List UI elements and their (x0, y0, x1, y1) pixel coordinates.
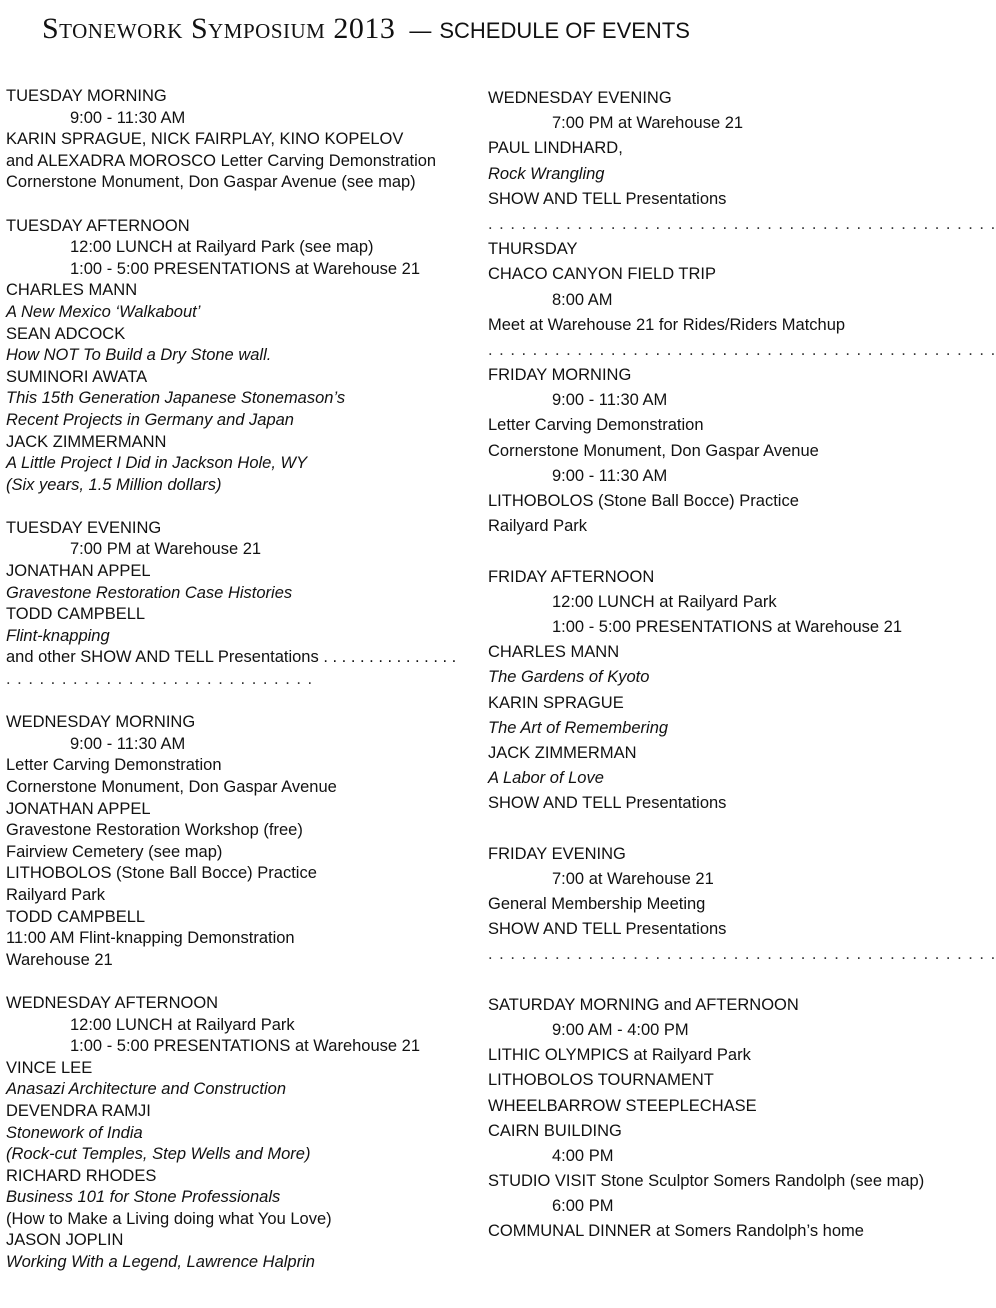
schedule-column-right (488, 86, 996, 1245)
schedule-line: STUDIO VISIT Stone Sculptor Somers Randolph (see map) (488, 1172, 925, 1191)
schedule-line: TODD CAMPBELL (6, 907, 146, 926)
schedule-line: LITHOBOLOS TOURNAMENT (488, 1071, 714, 1090)
day-heading: TUESDAY MORNING (6, 87, 167, 105)
page-title (42, 12, 690, 46)
dotted-divider: . . . . . . . . . . . . . . . . . . . . . . . . . . . . . . . . . . . . . . . . . . . . . . (488, 945, 996, 964)
schedule-line: JACK ZIMMERMAN (488, 743, 637, 762)
day-heading: SATURDAY MORNING and AFTERNOON (488, 995, 799, 1014)
talk-title: (Rock-cut Temples, Step Wells and More) (6, 1145, 311, 1164)
talk-title: The Art of Remembering (488, 718, 669, 737)
schedule-line: Cornerstone Monument, Don Gaspar Avenue (488, 441, 819, 460)
talk-title: Gravestone Restoration Case Histories (6, 583, 293, 602)
schedule-line: SHOW AND TELL Presentations (488, 920, 727, 939)
schedule-line: CAIRN BUILDING (488, 1121, 622, 1140)
time-line: 12:00 LUNCH at Railyard Park (552, 592, 777, 611)
talk-title: A Little Project I Did in Jackson Hole, WY (6, 454, 308, 473)
day-heading: FRIDAY EVENING (488, 844, 626, 863)
schedule-line: CHARLES MANN (6, 281, 138, 300)
spacer (6, 971, 486, 993)
schedule-line: CHARLES MANN (488, 643, 620, 662)
schedule-line: Letter Carving Demonstration (488, 416, 704, 435)
dotted-divider: . . . . . . . . . . . . . . . . . . . . . . . . . . . . . . . . . . . . . . . . . . . . . . (488, 214, 996, 233)
dotted-divider: . . . . . . . . . . . . . . . . . . . . . . . . . . . . . . . . . . . . . . . . . . . . . . (488, 340, 996, 359)
spacer (488, 539, 943, 564)
spacer (6, 496, 486, 518)
time-line: 1:00 - 5:00 PRESENTATIONS at Warehouse 21 (70, 1037, 421, 1056)
schedule-line: CHACO CANYON FIELD TRIP (488, 265, 716, 284)
schedule-line: 11:00 AM Flint-knapping Demonstration (6, 929, 295, 948)
schedule-line: JASON JOPLIN (6, 1231, 124, 1250)
schedule-line: KARIN SPRAGUE (488, 693, 624, 712)
time-line: 9:00 - 11:30 AM (70, 108, 186, 127)
day-heading: WEDNESDAY EVENING (488, 89, 672, 107)
talk-title: Flint-knapping (6, 626, 110, 645)
talk-title: The Gardens of Kyoto (488, 668, 650, 687)
schedule-line: Gravestone Restoration Workshop (free) (6, 821, 303, 840)
schedule-line: LITHIC OLYMPICS at Railyard Park (488, 1046, 751, 1065)
schedule-line: DEVENDRA RAMJI (6, 1101, 151, 1120)
schedule-line: Meet at Warehouse 21 for Rides/Riders Matchup (488, 315, 846, 334)
schedule-line: Cornerstone Monument, Don Gaspar Avenue (6, 778, 337, 796)
talk-title: How NOT To Build a Dry Stone wall. (6, 346, 272, 365)
day-heading: THURSDAY (488, 240, 578, 259)
schedule-line: General Membership Meeting (488, 895, 706, 913)
time-line: 9:00 AM - 4:00 PM (552, 1020, 689, 1039)
talk-title: Anasazi Architecture and Construction (6, 1080, 287, 1099)
schedule-column-left (6, 86, 486, 1274)
schedule-line: WHEELBARROW STEEPLECHASE (488, 1096, 757, 1115)
time-line: 8:00 AM (552, 290, 613, 309)
schedule-line: and ALEXADRA MOROSCO Letter Carving Demonstration (6, 151, 437, 170)
spacer (488, 968, 943, 993)
day-heading: FRIDAY MORNING (488, 366, 632, 385)
time-line: 1:00 - 5:00 PRESENTATIONS at Warehouse 21 (552, 617, 903, 636)
title-subtitle: SCHEDULE OF EVENTS (439, 18, 690, 43)
schedule-line: SUMINORI AWATA (6, 367, 148, 386)
schedule-line: JONATHAN APPEL (6, 562, 151, 581)
time-line: 7:00 PM at Warehouse 21 (70, 540, 262, 559)
talk-title: A New Mexico ‘Walkabout’ (6, 302, 201, 321)
time-line: 12:00 LUNCH at Railyard Park (see map) (70, 238, 374, 257)
schedule-line: VINCE LEE (6, 1058, 93, 1077)
time-line: 1:00 - 5:00 PRESENTATIONS at Warehouse 21 (70, 259, 421, 278)
talk-title: Business 101 for Stone Professionals (6, 1188, 281, 1207)
time-line: 9:00 - 11:30 AM (552, 391, 668, 410)
time-line: 12:00 LUNCH at Railyard Park (70, 1015, 295, 1034)
schedule-line: Warehouse 21 (6, 950, 113, 969)
time-line: 7:00 at Warehouse 21 (552, 869, 714, 888)
talk-title: Stonework of India (6, 1123, 143, 1142)
schedule-line: LITHOBOLOS (Stone Ball Bocce) Practice (6, 864, 317, 883)
talk-title: Working With a Legend, Lawrence Halprin (6, 1253, 315, 1272)
time-line: 9:00 - 11:30 AM (70, 734, 186, 753)
time-line: 6:00 PM (552, 1197, 614, 1216)
spacer (6, 691, 486, 713)
spacer (488, 816, 943, 841)
title-main: Stonework Symposium 2013 (42, 12, 396, 45)
schedule-line: Fairview Cemetery (see map) (6, 842, 223, 861)
title-dash: — (409, 18, 432, 43)
talk-title: This 15th Generation Japanese Stonemason’s (6, 389, 346, 408)
schedule-line: SHOW AND TELL Presentations (488, 189, 727, 208)
schedule-line: COMMUNAL DINNER at Somers Randolph’s home (488, 1222, 864, 1241)
schedule-line: Railyard Park (6, 885, 106, 904)
talk-title: Rock Wrangling (488, 164, 605, 183)
spacer (6, 194, 486, 216)
time-line: 9:00 - 11:30 AM (552, 466, 668, 485)
schedule-line: SHOW AND TELL Presentations (488, 794, 727, 813)
schedule-line: SEAN ADCOCK (6, 324, 126, 343)
schedule-line: (How to Make a Living doing what You Love) (6, 1209, 332, 1228)
schedule-line: JACK ZIMMERMANN (6, 432, 167, 451)
talk-title: (Six years, 1.5 Million dollars) (6, 475, 222, 494)
talk-title: Recent Projects in Germany and Japan (6, 410, 294, 429)
schedule-line: KARIN SPRAGUE, NICK FAIRPLAY, KINO KOPELOV (6, 130, 404, 149)
time-line: 7:00 PM at Warehouse 21 (552, 114, 744, 133)
day-heading: WEDNESDAY AFTERNOON (6, 993, 219, 1012)
schedule-line: RICHARD RHODES (6, 1166, 157, 1185)
schedule-line: Railyard Park (488, 517, 588, 536)
schedule-line: Letter Carving Demonstration (6, 756, 222, 775)
schedule-line: LITHOBOLOS (Stone Ball Bocce) Practice (488, 492, 799, 510)
schedule-line: PAUL LINDHARD, (488, 139, 623, 158)
dotted-divider: . . . . . . . . . . . . . . . . . . . . . . . . . . . . (6, 670, 314, 689)
time-line: 4:00 PM (552, 1146, 614, 1165)
schedule-line: TODD CAMPBELL (6, 605, 146, 624)
day-heading: TUESDAY EVENING (6, 518, 162, 537)
talk-title: A Labor of Love (488, 769, 604, 788)
schedule-line: and other SHOW AND TELL Presentations . . . . . . . . . . . . . . . (6, 648, 457, 667)
schedule-line: Cornerstone Monument, Don Gaspar Avenue (see map) (6, 173, 416, 192)
day-heading: WEDNESDAY MORNING (6, 713, 196, 732)
schedule-line: JONATHAN APPEL (6, 799, 151, 818)
day-heading: FRIDAY AFTERNOON (488, 567, 655, 586)
day-heading: TUESDAY AFTERNOON (6, 216, 190, 235)
